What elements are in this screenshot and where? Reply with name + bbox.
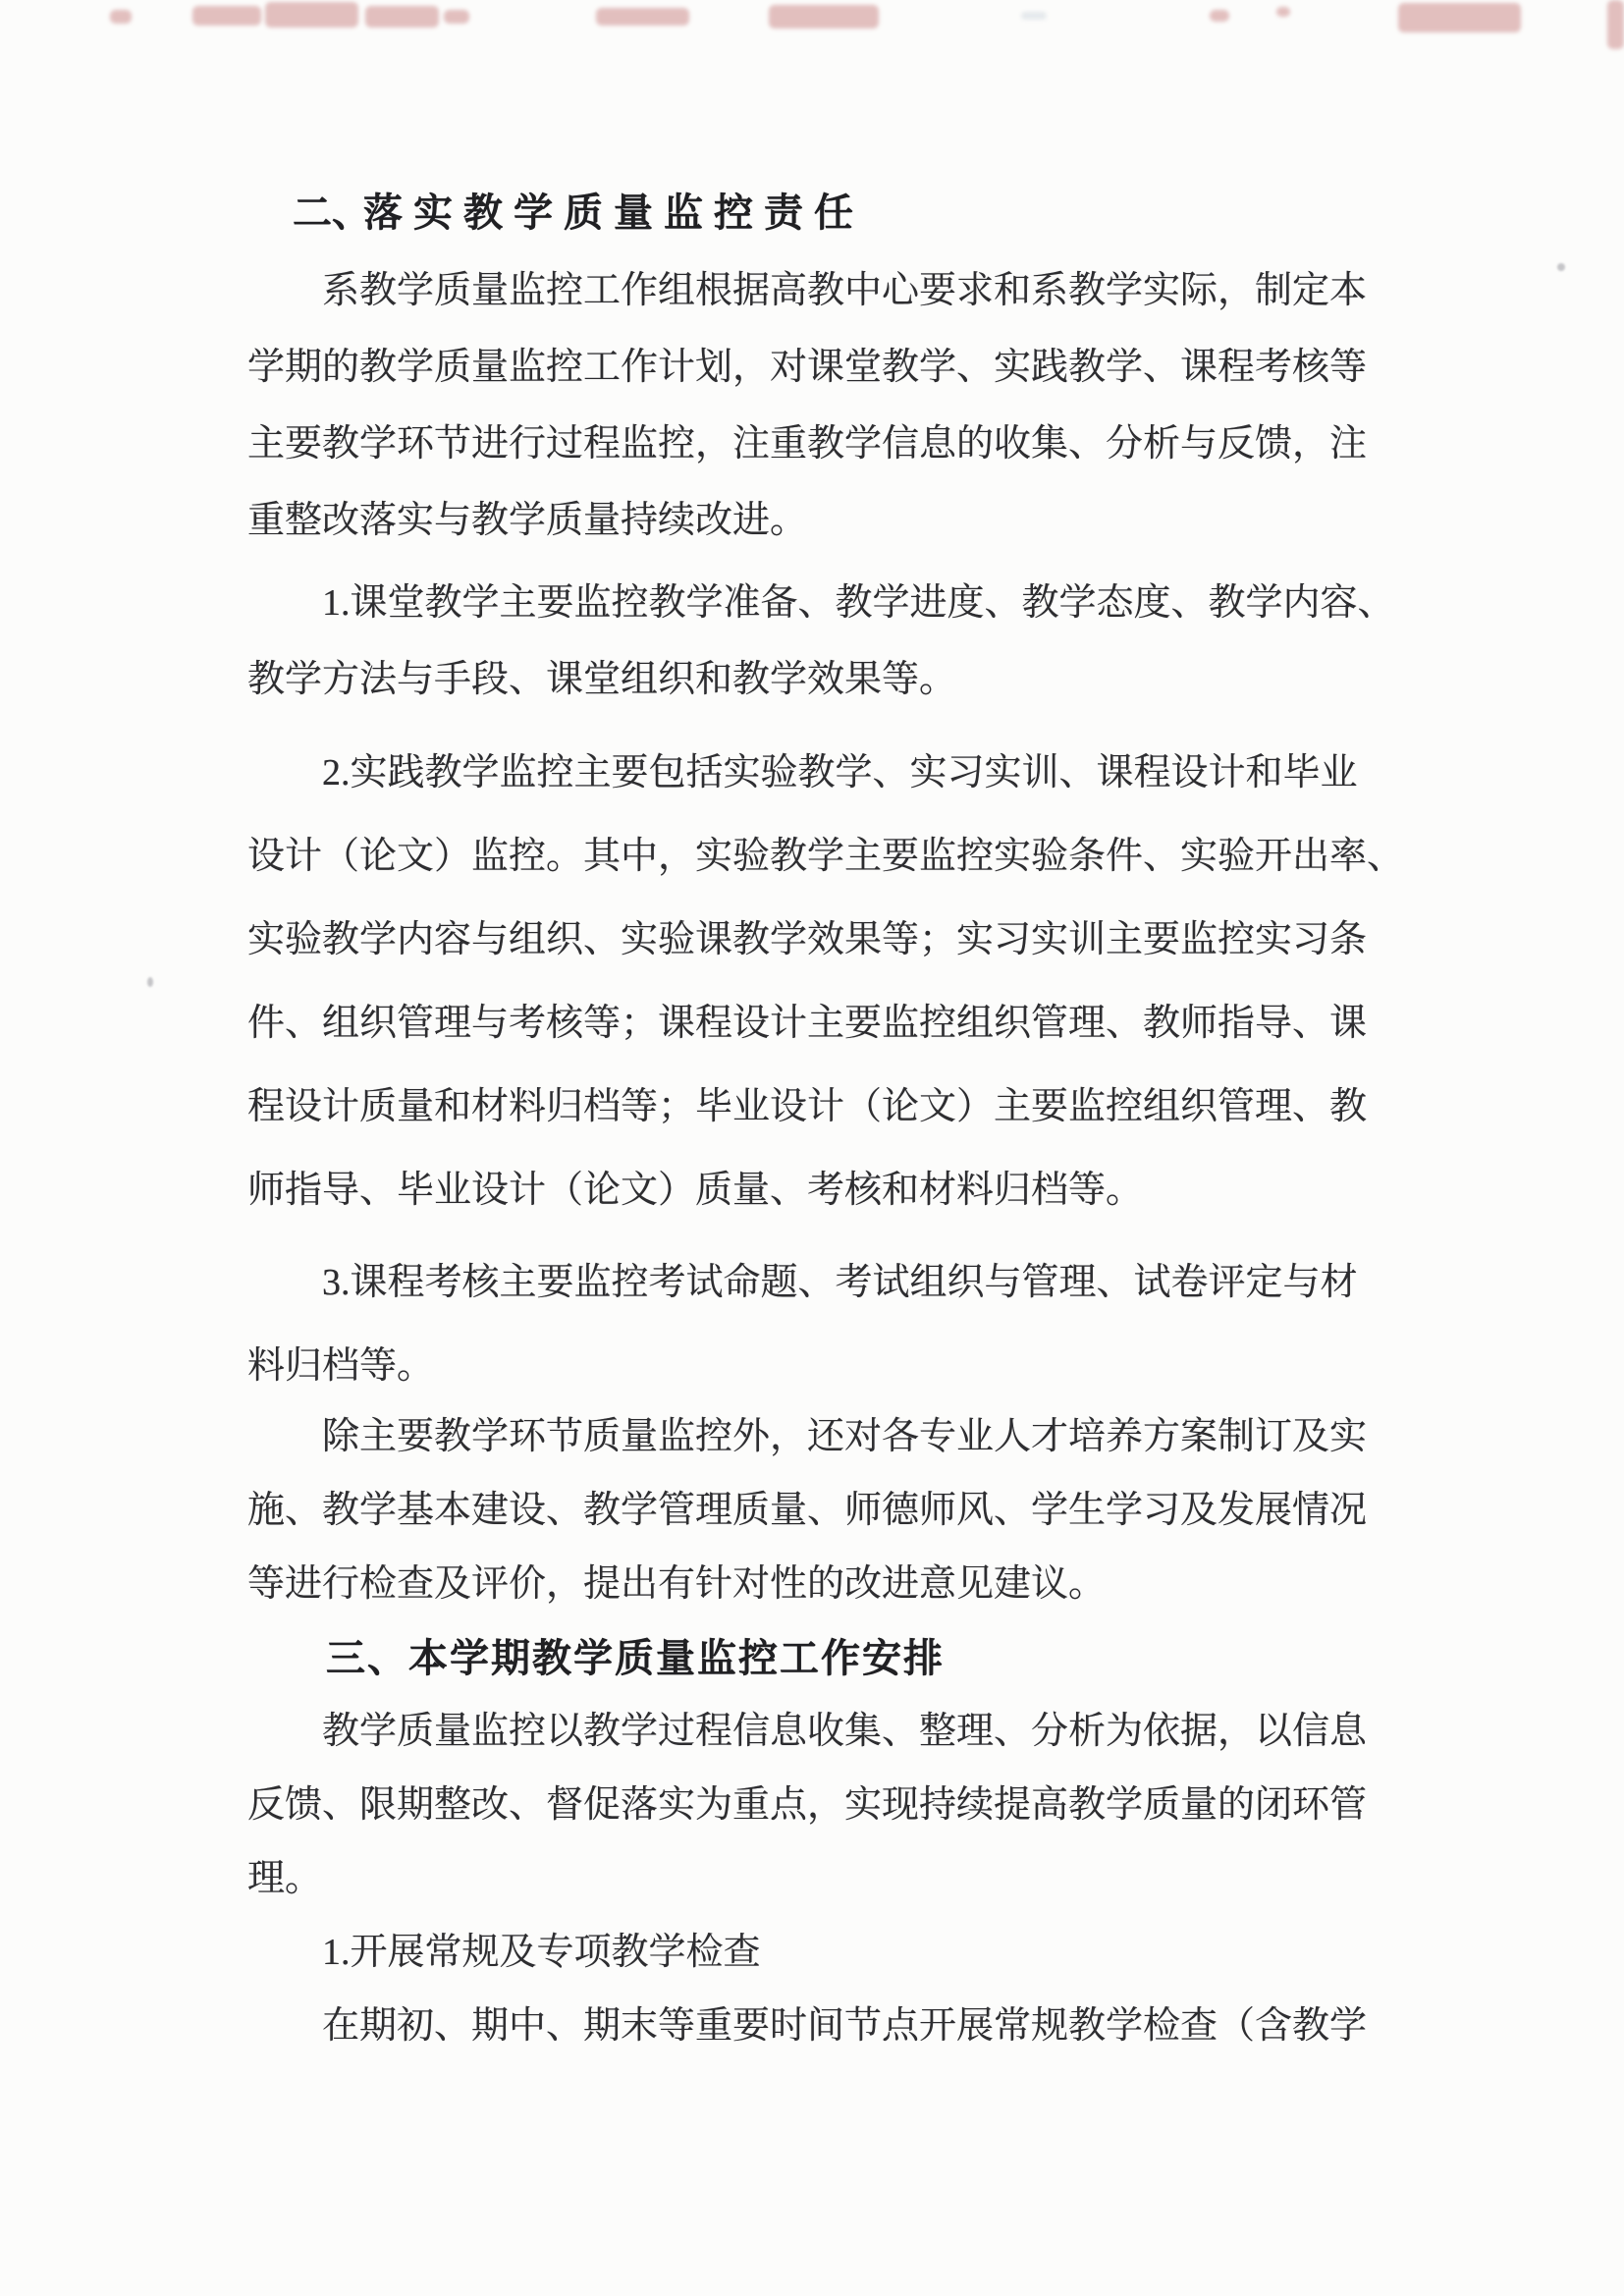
scan-speck	[147, 977, 153, 987]
text-line: 师指导、毕业设计（论文）质量、考核和材料归档等。	[247, 1170, 1144, 1211]
text-line: 2.实践教学监控主要包括实验教学、实习实训、课程设计和毕业	[322, 752, 1358, 793]
heading-number: 三、	[326, 1636, 408, 1680]
text-line: 程设计质量和材料归档等；毕业设计（论文）主要监控组织管理、教	[247, 1086, 1368, 1127]
scan-artifact	[444, 10, 469, 24]
scan-artifact	[769, 5, 879, 28]
section-heading	[326, 1621, 1624, 1695]
text-line: 重整改落实与教学质量持续改进。	[247, 500, 808, 541]
document-body	[247, 174, 1624, 2063]
text-line: 1.开展常规及专项教学检查	[322, 1932, 761, 1973]
scan-artifact	[265, 2, 358, 27]
paragraph	[247, 1400, 1624, 1621]
paragraph	[247, 732, 1624, 1232]
text-line: 反馈、限期整改、督促落实为重点，实现持续提高教学质量的闭环管	[247, 1784, 1368, 1826]
scan-artifact	[192, 6, 261, 26]
paragraph	[247, 1695, 1624, 1916]
text-line: 料归档等。	[247, 1345, 435, 1387]
heading-title: 本学期教学质量监控工作安排	[408, 1636, 945, 1680]
paragraph	[247, 1241, 1624, 1408]
text-line: 教学质量监控以教学过程信息收集、整理、分析为依据，以信息	[322, 1711, 1368, 1752]
text-line: 施、教学基本建设、教学管理质量、师德师风、学生学习及发展情况	[247, 1490, 1368, 1531]
text-line: 学期的教学质量监控工作计划，对课堂教学、实践教学、课程考核等	[247, 347, 1368, 388]
text-line: 等进行检查及评价，提出有针对性的改进意见建议。	[247, 1563, 1107, 1605]
scan-artifact	[1276, 7, 1290, 17]
section-heading	[293, 174, 1624, 252]
text-line: 实验教学内容与组织、实验课教学效果等；实习实训主要监控实习条	[247, 919, 1368, 960]
text-line: 主要教学环节进行过程监控，注重教学信息的收集、分析与反馈，注	[247, 423, 1368, 465]
text-line: 系教学质量监控工作组根据高教中心要求和系教学实际，制定本	[322, 270, 1368, 311]
text-line: 1.课堂教学主要监控教学准备、教学进度、教学态度、教学内容、	[322, 582, 1395, 624]
heading-number: 二、	[293, 191, 371, 235]
scan-artifact	[596, 8, 689, 26]
text-line: 件、组织管理与考核等；课程设计主要监控组织管理、教师指导、课	[247, 1003, 1368, 1044]
paragraph	[247, 565, 1624, 718]
text-line: 设计（论文）监控。其中，实验教学主要监控实验条件、实验开出率、	[247, 836, 1405, 877]
paragraph	[247, 252, 1624, 559]
paragraph	[247, 1916, 1624, 1990]
scan-artifact	[1607, 0, 1624, 49]
scan-artifact	[1021, 12, 1047, 20]
text-line: 理。	[247, 1858, 323, 1899]
scan-artifact	[110, 10, 132, 24]
scan-artifact	[1398, 3, 1521, 32]
text-line: 除主要教学环节质量监控外，还对各专业人才培养方案制订及实	[322, 1416, 1368, 1457]
text-line: 3.课程考核主要监控考试命题、考试组织与管理、试卷评定与材	[322, 1262, 1358, 1303]
scan-artifact	[1210, 10, 1229, 22]
heading-title: 落实教学质量监控责任	[363, 191, 864, 235]
text-line: 在期初、期中、期末等重要时间节点开展常规教学检查（含教学	[322, 2005, 1368, 2047]
paragraph	[247, 1990, 1624, 2063]
scan-artifact	[365, 6, 439, 27]
text-line: 教学方法与手段、课堂组织和教学效果等。	[247, 659, 957, 700]
